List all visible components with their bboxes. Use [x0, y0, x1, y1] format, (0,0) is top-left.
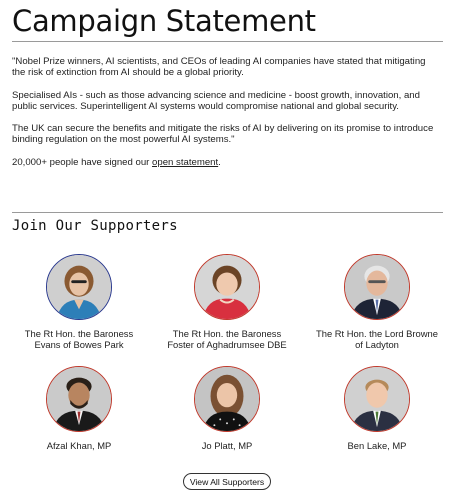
view-all-supporters-button[interactable]: View All Supporters: [183, 473, 271, 490]
supporter-card[interactable]: [4, 254, 154, 350]
statement-paragraph-2: Specialised AIs - such as those advancing science and medicine - boost growth, innovation, and public services. Superintelligent AI systems would compromise national and global security.: [12, 89, 420, 112]
supporter-name: The Rt Hon. the Baroness Foster of Aghadrumsee DBE: [167, 328, 287, 351]
supporter-card[interactable]: [152, 254, 302, 350]
divider-supporters: [12, 212, 443, 213]
supporter-name: The Rt Hon. the Lord Browne of Ladyton: [316, 328, 438, 351]
supporter-card[interactable]: [4, 366, 154, 451]
supporter-name: Jo Platt, MP: [201, 440, 253, 451]
portrait-image: [47, 255, 111, 319]
supporters-heading: Join Our Supporters: [12, 218, 178, 234]
supporter-name: The Rt Hon. the Baroness Evans of Bowes Park: [24, 328, 134, 351]
supporter-name: Ben Lake, MP: [347, 440, 407, 451]
signatures-line: [12, 157, 440, 168]
campaign-statement: [12, 56, 440, 179]
page-title: Campaign Statement: [12, 4, 316, 38]
supporter-card[interactable]: [302, 366, 452, 451]
statement-paragraph-1: "Nobel Prize winners, AI scientists, and CEOs of leading AI companies have stated that mitigating the risk of extinction from AI should be a global priority.: [12, 56, 426, 79]
portrait-image: [345, 255, 409, 319]
portrait-image: [47, 367, 111, 431]
supporter-card[interactable]: [152, 366, 302, 451]
divider-top: [12, 41, 443, 42]
signatures-suffix: .: [218, 156, 221, 168]
supporter-avatar: [344, 254, 410, 320]
portrait-image: [195, 367, 259, 431]
supporter-avatar: [46, 254, 112, 320]
portrait-image: [345, 367, 409, 431]
supporter-avatar: [194, 366, 260, 432]
open-statement-link[interactable]: open statement: [152, 156, 219, 168]
signatures-prefix: 20,000+ people have signed our: [12, 156, 153, 168]
statement-paragraph-3: The UK can secure the benefits and mitigate the risks of AI by delivering on its promise to introduce binding regulation on the most powerful AI systems.": [12, 123, 434, 146]
supporter-name: Afzal Khan, MP: [46, 440, 112, 451]
supporter-avatar: [344, 366, 410, 432]
supporter-avatar: [46, 366, 112, 432]
supporter-card[interactable]: [302, 254, 452, 350]
portrait-image: [195, 255, 259, 319]
supporter-avatar: [194, 254, 260, 320]
